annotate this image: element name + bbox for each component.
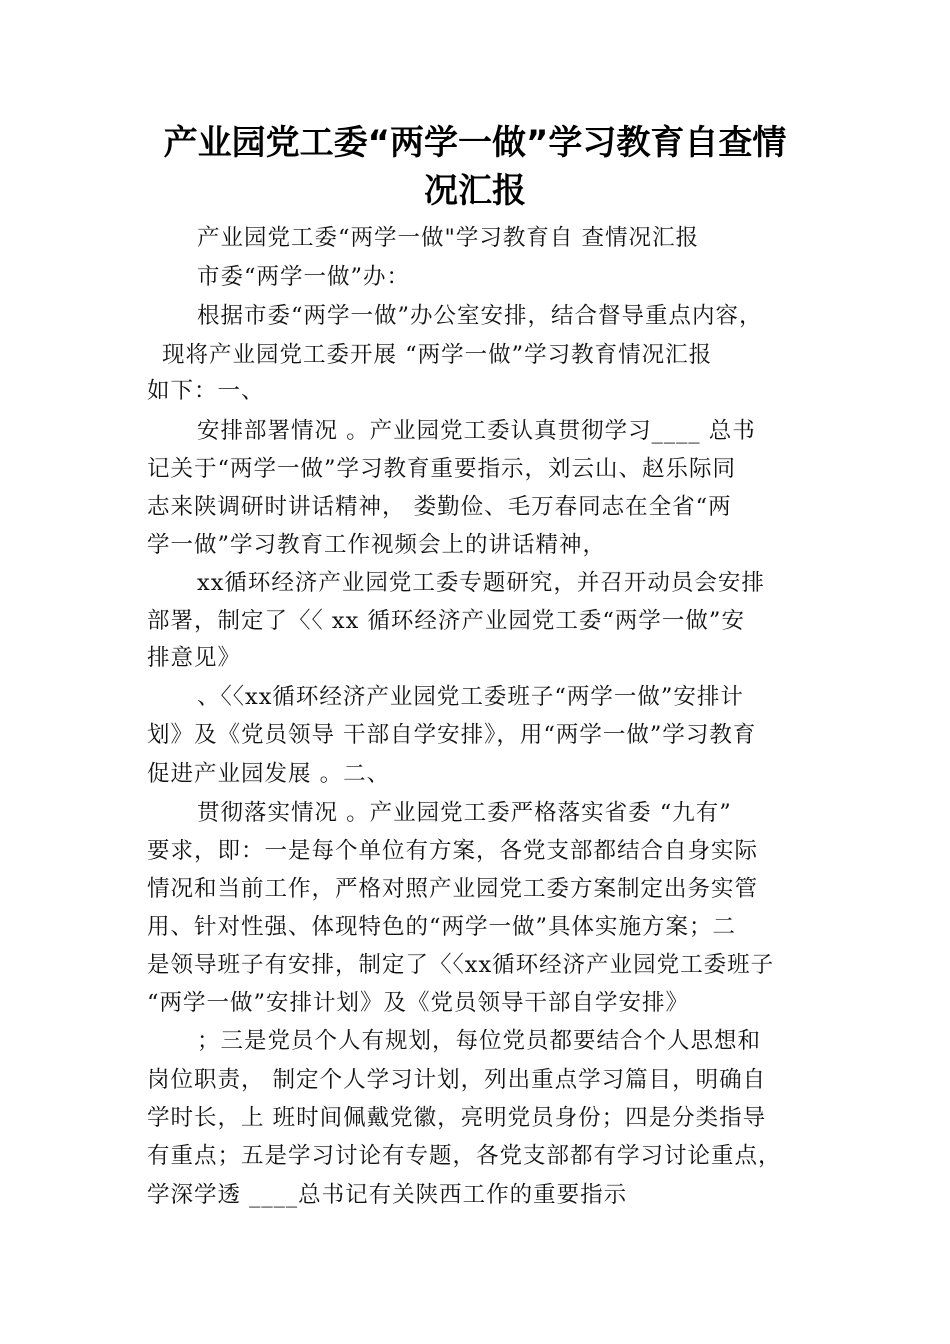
salutation: 市委“两学一做”办： [197,264,411,290]
text-line: “两学一做”安排计划》及《党员领导干部自学安排》 [147,990,690,1016]
text-line: ；三是党员个人有规划，每位党员都要结合个人思想和 [197,1028,762,1054]
document-title-line-2: 况汇报 [424,171,526,211]
text-line: 学深学透 ____总书记有关陕西工作的重要指示 [147,1182,628,1208]
text-line: 、〈〈xx循环经济产业园党工委班子“两学一做”安排计 [197,684,744,710]
text-line: 产业园党工委“两学一做"学习教育自 查情况汇报 [197,225,700,251]
text-line: xx循环经济产业园党工委专题研究，并召开动员会安排 [197,570,765,596]
text-line: 排意见》 [147,645,242,671]
text-line: 现将产业园党工委开展 “两学一做”学习教育情况汇报 [162,342,713,368]
text-line: 有重点；五是学习讨论有专题，各党支部都有学习讨论重点， [147,1143,782,1169]
text-line: 根据市委“两学一做”办公室安排，结合督导重点内容， [197,303,763,329]
text-line: 促进产业园发展 。二、 [147,761,391,787]
text-line: 要求，即：一是每个单位有方案，各党支部都结合自身实际 [147,838,759,864]
text-line: 划》及《党员领导 干部自学安排》，用“两学一做”学习教育 [147,722,757,748]
text-line: 学一做”学习教育工作视频会上的讲话精神， [147,532,607,558]
text-line: 学时长，上 班时间佩戴党徽，亮明党员身份；四是分类指导 [147,1105,767,1131]
text-line: 如下：一、 [147,378,265,404]
text-line: 情况和当前工作，严格对照产业园党工委方案制定出务实管 [147,876,759,902]
text-line: 贯彻落实情况 。产业园党工委严格落实省委 “九有” [197,800,732,826]
text-line: 志来陕调研时讲话精神， 娄勤俭、毛万春同志在全省“两 [147,494,732,520]
text-line: 岗位职责， 制定个人学习计划，列出重点学习篇目，明确自 [147,1067,767,1093]
text-line: 安排部署情况 。产业园党工委认真贯彻学习____ 总书 [197,418,756,444]
text-line: 部署，制定了〈〈 xx 循环经济产业园党工委“两学一做”安 [147,608,745,634]
document-title-line-1: 产业园党工委“两学一做”学习教育自查情 [163,123,787,163]
text-line: 是领导班子有安排，制定了〈〈xx循环经济产业园党工委班子 [147,952,775,978]
text-line: 记关于“两学一做”学习教育重要指示，刘云山、赵乐际同 [147,456,737,482]
text-line: 用、针对性强、体现特色的“两学一做”具体实施方案；二 [147,914,737,940]
